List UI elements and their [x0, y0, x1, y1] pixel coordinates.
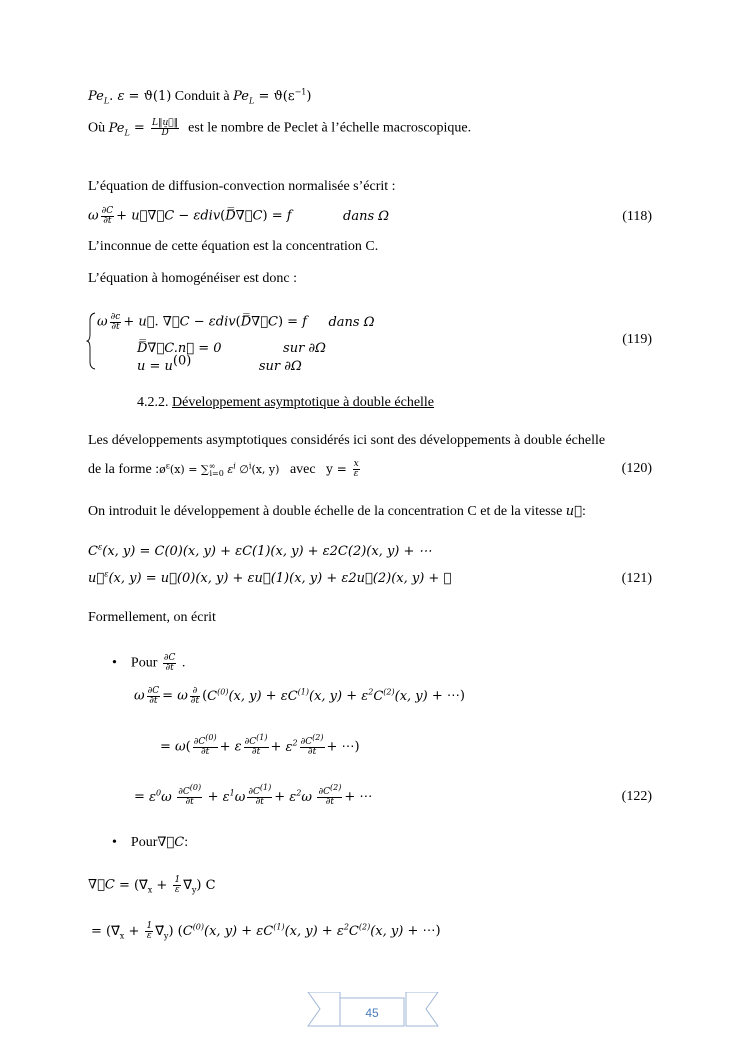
equation-121-concentration: $C^\varepsilon(x$, y) = C(0)(x, y) + εC(1)(x, y) + ε2C(2)(x, y) + ⋯	[88, 542, 432, 559]
line-peclet-order: $Pe_L$. ε = ϑ(1) Conduit à $Pe_L = ϑ(\varepsilon^{-1})$	[88, 87, 312, 106]
intro-equation-text: L’équation de diffusion-convection normalisée s’écrit :	[88, 179, 396, 194]
eq-number-118: (118)	[622, 209, 652, 224]
page-number: 45	[365, 1006, 379, 1020]
eq-number-122: (122)	[621, 789, 652, 804]
paragraph-line-1: Les développements asymptotiques considérés ici sont des développements à double échelle	[88, 433, 606, 448]
paragraph-line-2: de la forme $:ø^\varepsilon(x) = \sum^\infty_{i=0}$ $\varepsilon^i$ ∅$^i$(x, y) avec y = $\frac{x}{\varepsilon}$	[88, 459, 359, 480]
bullet-gradient: • Pour∇⃗C:	[112, 835, 189, 850]
unknown-text: L’inconnue de cette équation est la concentration C.	[88, 239, 379, 254]
bullet-time-derivative: • Pour $\frac{\partial C}{\partial t}$ .	[112, 653, 186, 673]
equation-122-line-2: = ω( $\frac{\partial C^{(0)}}{\partial t}$ + ε $\frac{\partial C^{(1)}}{\partial t}$ + $\varepsilon^2$ $\frac{\partial C^{(2)}}{\partial t}$ + ⋯)	[160, 733, 360, 757]
equation-118: ω $\frac{\partial C}{\partial t}$ + u⃗∇⃗C − εdiv(D̿∇⃗C) = f dans Ω	[88, 206, 390, 226]
formally-text: Formellement, on écrit	[88, 610, 216, 625]
system-eq-1: ω $\frac{\partial c}{\partial t}$ + u⃗. ∇⃗C − εdiv(D̿∇⃗C) = f dans Ω	[97, 312, 375, 332]
eq-number-119: (119)	[622, 332, 652, 347]
equation-122-line-3: = $\varepsilon^0\omega$ $\frac{\partial C^{(0)}}{\partial t}$ + $\varepsilon^1\omega$ $\frac{\partial C^{(1)}}{\partial t}$ + $\varepsilon^2\omega$ $\frac{\partial C^{(2)}}{\partial t}$ + ⋯	[134, 783, 373, 807]
homogenize-text: L’équation à homogénéiser est donc :	[88, 271, 298, 286]
system-eq-2: D̿∇⃗C.n⃗ = 0 sur ∂Ω	[137, 341, 326, 356]
system-brace	[86, 312, 96, 370]
conduit-text: Conduit à	[174, 89, 230, 104]
gradient-line-1: ∇⃗C = ($\nabla⃗_x$ + $\frac{1}{\varepsilon}$ $\nabla⃗_y$) C	[88, 875, 216, 895]
equation-121-velocity: u⃗$^\varepsilon$(x, y) = u⃗(0)(x, y) + εu⃗(1)(x, y) + ε2u⃗(2)(x, y) + ⋯	[88, 569, 452, 586]
introduction-line: On introduit le développement à double échelle de la concentration C et de la vitesse u⃗:	[88, 504, 586, 519]
eq-number-121: (121)	[621, 571, 652, 586]
line-peclet-definition: Où $Pe_L$ = $\frac{L‖u⃗‖}{D̄}$ est le nombre de Peclet à l’échelle macroscopique.	[88, 118, 472, 138]
system-eq-3: $u = u^{(0)}$ sur ∂Ω	[137, 353, 302, 374]
equation-122-line-1: ω $\frac{\partial C}{\partial t}$ = ω $\frac{\partial}{\partial t}$ ($C^{(0)}(x$, $y) + \varepsilon C^{(1)}(x$, $y) + \varepsilon^2C^{(2)}(x$, y) + ⋯)	[134, 686, 465, 706]
gradient-line-2: = ($\nabla⃗_x$ + $\frac{1}{\varepsilon}$ $\nabla⃗_y$) ($C^{(0)}(x$, $y) + \varepsilon C^{(1)}(x$, $y) + \varepsilon^2C^{(2)}(x$, y) + ⋯)	[91, 921, 441, 941]
eq-number-120: (120)	[621, 461, 652, 476]
section-heading: 4.2.2. Développement asymptotique à double échelle	[137, 395, 435, 410]
